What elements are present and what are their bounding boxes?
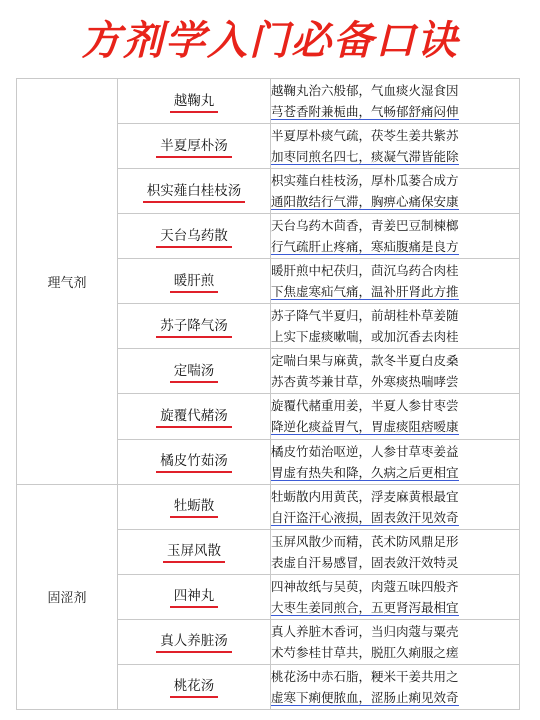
verse-cell xyxy=(271,259,520,304)
verse-text: 芎苍香附兼栀曲，气畅郁舒痛闷伸 xyxy=(271,104,459,120)
formula-name: 越鞠丸 xyxy=(170,92,219,113)
formula-name-cell xyxy=(118,304,271,349)
verse-line xyxy=(271,305,519,326)
verse-text: 胃虚有热失和降，久病之后更相宜 xyxy=(271,464,459,480)
verse-line xyxy=(271,146,519,167)
formula-name-cell xyxy=(118,214,271,259)
verse-text: 行气疏肝止疼痛，寒疝腹痛是良方 xyxy=(271,239,459,255)
verse-text: 苏子降气半夏归，前胡桂朴草姜随 xyxy=(271,308,459,324)
verse-text: 旋覆代赭重用姜，半夏人参甘枣尝 xyxy=(271,398,459,414)
formula-name: 苏子降气汤 xyxy=(156,317,232,338)
verse-line xyxy=(271,215,519,236)
verse-text: 桃花汤中赤石脂，粳米干姜共用之 xyxy=(271,668,459,684)
verse-text: 真人养脏木香诃，当归肉蔻与粟壳 xyxy=(271,623,459,639)
verse-line xyxy=(271,486,519,507)
verse-line xyxy=(271,395,519,416)
formula-name-cell xyxy=(118,529,271,574)
verse-text: 半夏厚朴痰气疏，茯苓生姜共紫苏 xyxy=(271,128,459,144)
verse-text: 表虚自汗易感冒，固表敛汗效特灵 xyxy=(271,554,459,570)
verse-text: 玉屏风散少而精，芪术防风鼎足形 xyxy=(271,533,459,549)
verse-text: 下焦虚寒疝气痛，温补肝肾此方推 xyxy=(271,284,459,300)
formula-table xyxy=(16,78,520,710)
verse-text: 大枣生姜同煎合，五更肾泻最相宜 xyxy=(271,599,459,615)
page-title: 方剂学入门必备口诀 xyxy=(81,18,459,64)
verse-text: 术芍参桂甘草共，脱肛久痢服之瘥 xyxy=(271,644,459,660)
formula-name-cell xyxy=(118,439,271,484)
verse-line xyxy=(271,326,519,347)
verse-text: 暖肝煎中杞茯归，茴沉乌药合肉桂 xyxy=(271,263,459,279)
verse-text: 牡蛎散内用黄芪，浮麦麻黄根最宜 xyxy=(271,488,459,504)
verse-line xyxy=(271,621,519,642)
verse-line xyxy=(271,371,519,392)
verse-cell xyxy=(271,169,520,214)
verse-line xyxy=(271,462,519,483)
verse-text: 虚寒下痢便脓血，涩肠止痢见效奇 xyxy=(271,689,459,705)
category-label: 固涩剂 xyxy=(17,484,118,709)
formula-name: 暖肝煎 xyxy=(170,272,219,293)
verse-line xyxy=(271,80,519,101)
verse-line xyxy=(271,642,519,663)
formula-name: 牡蛎散 xyxy=(170,497,219,518)
formula-name: 天台乌药散 xyxy=(156,227,232,248)
verse-cell xyxy=(271,349,520,394)
verse-cell xyxy=(271,664,520,709)
verse-line xyxy=(271,441,519,462)
verse-cell xyxy=(271,79,520,124)
table-row xyxy=(17,484,520,529)
verse-line xyxy=(271,531,519,552)
formula-name: 半夏厚朴汤 xyxy=(156,137,232,158)
verse-line xyxy=(271,687,519,708)
formula-name: 枳实薤白桂枝汤 xyxy=(143,182,246,203)
verse-line xyxy=(271,416,519,437)
verse-text: 定喘白果与麻黄，款冬半夏白皮桑 xyxy=(271,353,459,369)
category-label: 理气剂 xyxy=(17,79,118,485)
verse-line xyxy=(271,552,519,573)
verse-line xyxy=(271,597,519,618)
verse-line xyxy=(271,236,519,257)
verse-line xyxy=(271,350,519,371)
formula-name-cell xyxy=(118,79,271,124)
formula-name-cell xyxy=(118,664,271,709)
verse-line xyxy=(271,281,519,302)
formula-name-cell xyxy=(118,574,271,619)
formula-name-cell xyxy=(118,169,271,214)
verse-line xyxy=(271,170,519,191)
verse-text: 天台乌药木茴香，青姜巴豆制楝榔 xyxy=(271,218,459,234)
verse-text: 越鞠丸治六般郁，气血痰火湿食因 xyxy=(271,83,459,99)
verse-cell xyxy=(271,619,520,664)
verse-text: 橘皮竹茹治呕逆，人参甘草枣姜益 xyxy=(271,443,459,459)
verse-text: 加枣同煎名四七，痰凝气滞皆能除 xyxy=(271,149,459,165)
formula-name: 四神丸 xyxy=(170,587,219,608)
verse-cell xyxy=(271,124,520,169)
table-row xyxy=(17,79,520,124)
verse-text: 自汗盗汗心液损，固表敛汗见效奇 xyxy=(271,509,459,525)
verse-cell xyxy=(271,439,520,484)
verse-cell xyxy=(271,394,520,439)
verse-text: 枳实薤白桂枝汤，厚朴瓜蒌合成方 xyxy=(271,173,459,189)
verse-text: 降逆化痰益胃气，胃虚痰阻痞嗳康 xyxy=(271,419,459,435)
verse-text: 通阳散结行气滞，胸痹心痛保安康 xyxy=(271,194,459,210)
formula-name: 定喘汤 xyxy=(170,362,219,383)
formula-name-cell xyxy=(118,259,271,304)
verse-line xyxy=(271,101,519,122)
verse-text: 上实下虚痰嗽喘，或加沉香去肉桂 xyxy=(271,329,459,345)
formula-name: 真人养脏汤 xyxy=(156,632,232,653)
verse-line xyxy=(271,125,519,146)
verse-cell xyxy=(271,304,520,349)
verse-cell xyxy=(271,574,520,619)
formula-name-cell xyxy=(118,619,271,664)
formula-name: 橘皮竹茹汤 xyxy=(156,452,232,473)
formula-name-cell xyxy=(118,124,271,169)
verse-line xyxy=(271,191,519,212)
formula-name-cell xyxy=(118,349,271,394)
verse-line xyxy=(271,666,519,687)
verse-cell xyxy=(271,484,520,529)
formula-name: 旋覆代赭汤 xyxy=(156,407,232,428)
verse-text: 苏杏黄芩兼甘草，外寒痰热喘哮尝 xyxy=(271,374,459,390)
verse-cell xyxy=(271,529,520,574)
verse-text: 四神故纸与吴萸，肉蔻五味四般齐 xyxy=(271,578,459,594)
formula-name-cell xyxy=(118,394,271,439)
verse-line xyxy=(271,507,519,528)
verse-line xyxy=(271,260,519,281)
formula-name-cell xyxy=(118,484,271,529)
formula-name: 桃花汤 xyxy=(170,677,219,698)
formula-name: 玉屏风散 xyxy=(163,542,225,563)
verse-cell xyxy=(271,214,520,259)
verse-line xyxy=(271,576,519,597)
